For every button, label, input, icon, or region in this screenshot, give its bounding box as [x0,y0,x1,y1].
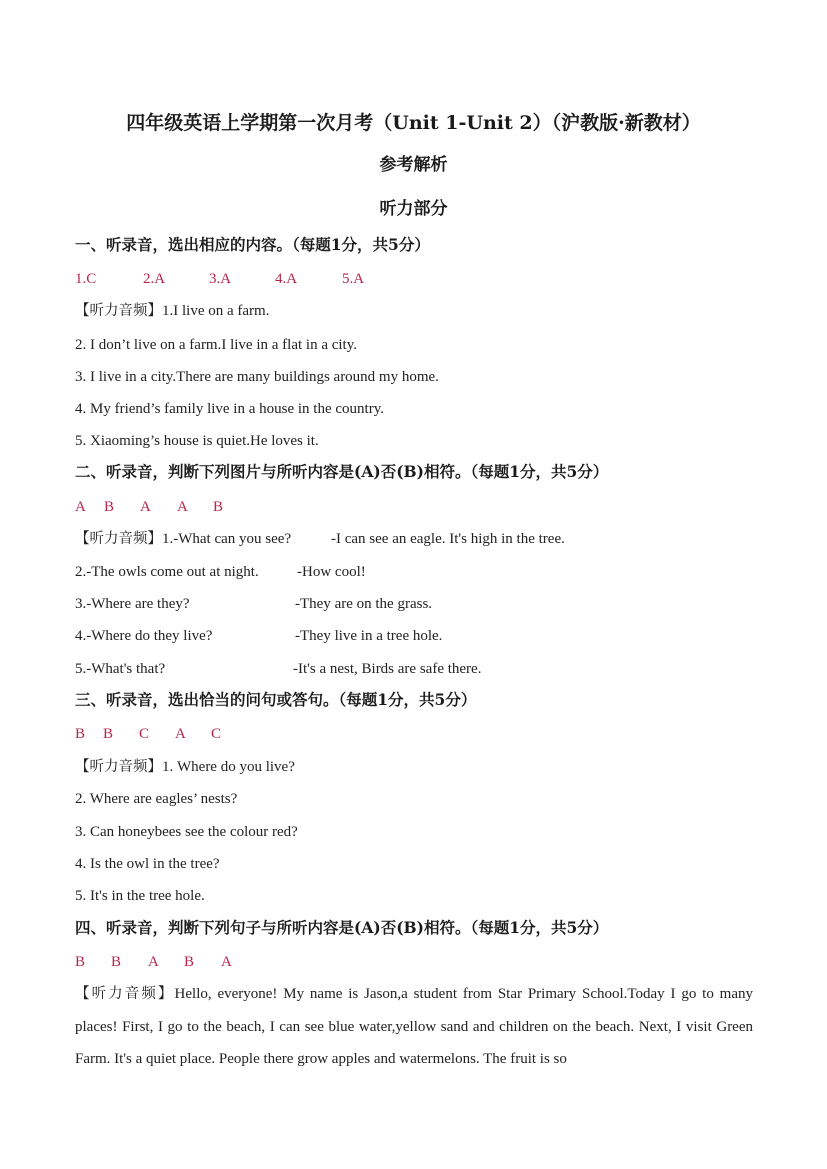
answer: 2.A [143,271,166,287]
section-2-answers [75,497,223,517]
answer: B [103,726,114,742]
section-2-line-1 [75,529,565,549]
section-1-line-4: 4. My friend’s family live in a house in the country. [75,401,384,417]
section-3-line-1 [75,757,295,777]
answer: A [148,954,159,970]
document-title: 四年级英语上学期第一次月考（Unit 1-Unit 2）（沪教版·新教材） [126,112,701,134]
answer: A [177,499,188,515]
section-3-line-3: 3. Can honeybees see the colour red? [75,824,298,840]
section-1-heading: 一、听录音，选出相应的内容。（每题1分，共5分） [75,235,430,254]
answer: C [139,726,150,742]
answer: 4.A [275,271,298,287]
answer: 5.A [342,271,365,287]
dialogue-answer: -I can see an eagle. It's high in the tree. [331,531,565,547]
section-2-heading: 二、听录音，判断下列图片与所听内容是(A)否(B)相符。（每题1分，共5分） [75,462,609,481]
section-1-line-2: 2. I don’t live on a farm.I live in a flat in a city. [75,337,357,353]
dialogue-question: 4.-Where do they live? [75,628,213,644]
answer: A [221,954,232,970]
dialogue-answer: -They are on the grass. [295,596,433,612]
section-3-answers [75,724,221,744]
section-4-answers [75,952,232,972]
audio-text: 1. Where do you live? [162,759,295,775]
answer: B [75,726,86,742]
answer: A [140,499,151,515]
answer: 3.A [209,271,232,287]
dialogue-answer: -They live in a tree hole. [295,628,443,644]
section-2-line-4 [75,626,442,646]
answer: A [75,499,86,515]
dialogue-answer: -It's a nest, Birds are safe there. [293,661,482,677]
audio-tag: 【听力音频】 [75,531,162,547]
audio-tag: 【听力音频】 [75,986,175,1002]
answer: B [75,954,86,970]
dialogue-question: 3.-Where are they? [75,596,190,612]
audio-text: 1.I live on a farm. [162,303,270,319]
section-3-heading: 三、听录音，选出恰当的问句或答句。（每题1分，共5分） [75,690,477,709]
answer: B [213,499,224,515]
answer: B [111,954,122,970]
section-3-line-5: 5. It's in the tree hole. [75,888,205,904]
answer: B [184,954,195,970]
section-1-line-3: 3. I live in a city.There are many buildings around my home. [75,369,439,385]
dialogue-question: 2.-The owls come out at night. [75,564,259,580]
audio-text: Hello, everyone! My name is Jason,a student from Star Primary School.Today I go to many places! First, I go to the beach, I can see blue water,yellow sand and children on the beach. Next, I visit Green Farm. It's a quiet place. People there grow apples and watermelons. The fruit is so [75,986,754,1067]
section-2-line-3 [75,594,432,614]
section-1-answers [75,269,364,289]
answer: B [104,499,115,515]
dialogue-question: 1.-What can you see? [162,531,292,547]
section-4-heading: 四、听录音，判断下列句子与所听内容是(A)否(B)相符。（每题1分，共5分） [75,918,609,937]
section-3-line-4: 4. Is the owl in the tree? [75,856,220,872]
part-heading: 听力部分 [379,199,448,219]
answer: A [175,726,186,742]
document-subtitle: 参考解析 [379,155,448,175]
section-3-line-2: 2. Where are eagles’ nests? [75,791,238,807]
section-2-line-2 [75,562,366,582]
section-1-line-1 [75,301,269,321]
section-4-paragraph [75,978,753,1076]
section-2-line-5 [75,659,481,679]
dialogue-question: 5.-What's that? [75,661,166,677]
section-1-line-5: 5. Xiaoming’s house is quiet.He loves it. [75,433,319,449]
dialogue-answer: -How cool! [297,564,366,580]
audio-tag: 【听力音频】 [75,759,162,775]
answer: C [211,726,222,742]
audio-tag: 【听力音频】 [75,303,162,319]
answer: 1.C [75,271,97,287]
